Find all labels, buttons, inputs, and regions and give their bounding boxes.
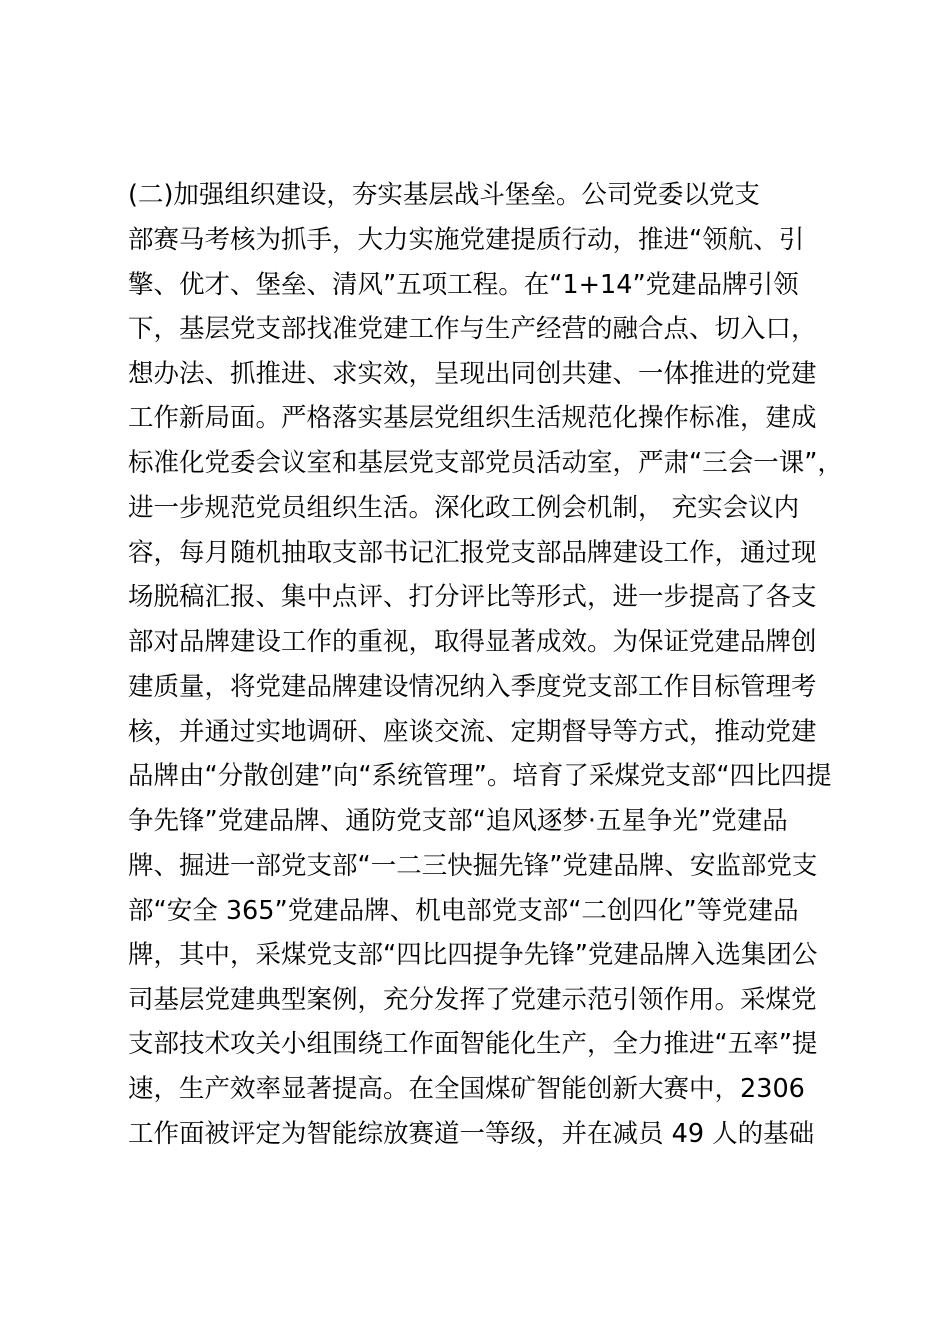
paragraph-line: 部“安全 365”党建品牌、机电部党支部“二创四化”等党建品 — [128, 896, 799, 926]
paragraph-line: 想办法、抓推进、求实效，呈现出同创共建、一体推进的党建 — [128, 359, 817, 389]
paragraph-line: 工作面被评定为智能综放赛道一等级，并在减员 49 人的基础 — [128, 1119, 815, 1149]
paragraph-line: 争先锋”党建品牌、通防党支部“追风逐梦·五星争光”党建品 — [128, 806, 788, 836]
paragraph-line: 标准化党委会议室和基层党支部党员活动室，严肃“三会一课”， — [128, 448, 843, 478]
paragraph-line: 司基层党建典型案例，充分发挥了党建示范引领作用。采煤党 — [128, 985, 817, 1015]
paragraph-line: 场脱稿汇报、集中点评、打分评比等形式，进一步提高了各支 — [128, 582, 817, 612]
paragraph-line: 容，每月随机抽取支部书记汇报党支部品牌建设工作，通过现 — [128, 538, 817, 568]
paragraph-line: 建质量，将党建品牌建设情况纳入季度党支部工作目标管理考 — [128, 672, 817, 702]
paragraph-line: 部对品牌建设工作的重视，取得显著成效。为保证党建品牌创 — [128, 627, 817, 657]
paragraph-line: 品牌由“分散创建”向“系统管理”。培育了采煤党支部“四比四提 — [128, 761, 832, 791]
paragraph-line: 牌，其中，采煤党支部“四比四提争先锋”党建品牌入选集团公 — [128, 940, 818, 970]
paragraph-line: 部赛马考核为抓手，大力实施党建提质行动，推进“领航、引 — [128, 225, 805, 255]
paragraph-line: (二)加强组织建设，夯实基层战斗堡垒。公司党委以党支 — [128, 180, 760, 210]
paragraph-line: 工作新局面。严格落实基层党组织生活规范化操作标准，建成 — [128, 403, 817, 433]
paragraph-line: 进一步规范党员组织生活。深化政工例会机制， 充实会议内 — [128, 493, 800, 523]
paragraph-line: 速，生产效率显著提高。在全国煤矿智能创新大赛中，2306 — [128, 1074, 805, 1104]
paragraph-line: 擎、优才、堡垒、清风”五项工程。在“1+14”党建品牌引领 — [128, 270, 799, 300]
paragraph-line: 下，基层党支部找准党建工作与生产经营的融合点、切入口， — [128, 314, 817, 344]
paragraph-line: 支部技术攻关小组围绕工作面智能化生产，全力推进“五率”提 — [128, 1029, 818, 1059]
paragraph-line: 核，并通过实地调研、座谈交流、定期督导等方式，推动党建 — [128, 717, 817, 747]
paragraph-line: 牌、掘进一部党支部“一二三快掘先锋”党建品牌、安监部党支 — [128, 851, 818, 881]
